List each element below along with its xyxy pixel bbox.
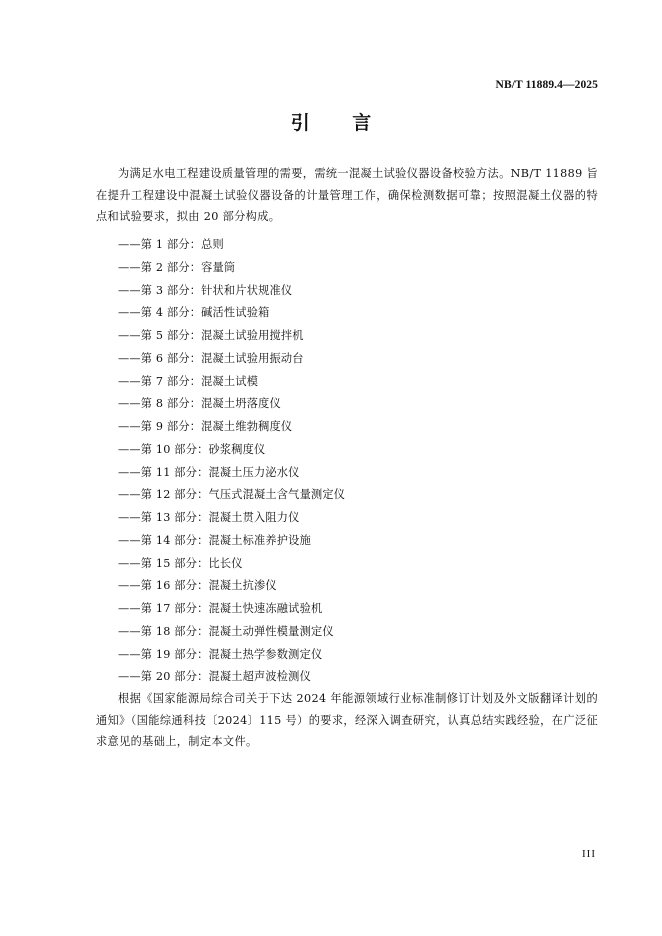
list-item: ——第 5 部分：混凝土试验用搅拌机: [118, 329, 304, 342]
standard-code: NB/T 11889.4—2025: [495, 79, 598, 91]
list-item: ——第 15 部分：比长仪: [118, 556, 243, 570]
closing-paragraph: 根据《国家能源局综合司关于下达 2024 年能源领域行业标准制修订计划及外文版翻译计划的通知》（国能综通科技〔2024〕115 号）的要求，经深入调查研究，认真总结实践经验，在广泛征求意见的基础上，制定本文件。: [96, 692, 598, 748]
list-item: ——第 16 部分：混凝土抗渗仪: [118, 579, 277, 593]
list-item: ——第 18 部分：混凝土动弹性模量测定仪: [118, 624, 334, 638]
list-item: ——第 9 部分：混凝土维勃稠度仪: [118, 420, 293, 433]
list-item: ——第 4 部分：碱活性试验箱: [118, 306, 270, 320]
list-item: ——第 13 部分：混凝土贯入阻力仪: [118, 511, 300, 524]
list-item: ——第 7 部分：混凝土试模: [118, 374, 259, 388]
list-item: ——第 10 部分：砂浆稠度仪: [118, 442, 266, 456]
list-item: ——第 17 部分：混凝土快速冻融试验机: [118, 602, 323, 615]
list-item: ——第 20 部分：混凝土超声波检测仪: [118, 670, 311, 684]
list-item: ——第 2 部分：容量筒: [118, 260, 236, 274]
list-item: ——第 3 部分：针状和片状规准仪: [118, 283, 293, 297]
list-item: ——第 14 部分：混凝土标准养护设施: [118, 533, 311, 547]
list-item: ——第 12 部分：气压式混凝土含气量测定仪: [118, 488, 346, 502]
page-number: III: [582, 848, 596, 860]
intro-paragraph: 为满足水电工程建设质量管理的需要，需统一混凝土试验仪器设备校验方法。NB/T 11889 旨在提升工程建设中混凝土试验仪器设备的计量管理工作，确保检测数据可靠；按照混凝土仪器的特点和试验要求，拟由 20 部分构成。: [96, 167, 598, 223]
list-item: ——第 1 部分：总则: [118, 238, 224, 251]
list-item: ——第 6 部分：混凝土试验用振动台: [118, 351, 304, 365]
list-item: ——第 8 部分：混凝土坍落度仪: [118, 397, 281, 411]
page-title: 引 言: [290, 112, 390, 134]
list-item: ——第 11 部分：混凝土压力泌水仪: [118, 465, 300, 479]
list-item: ——第 19 部分：混凝土热学参数测定仪: [118, 647, 323, 661]
parts-list: [96, 234, 345, 689]
